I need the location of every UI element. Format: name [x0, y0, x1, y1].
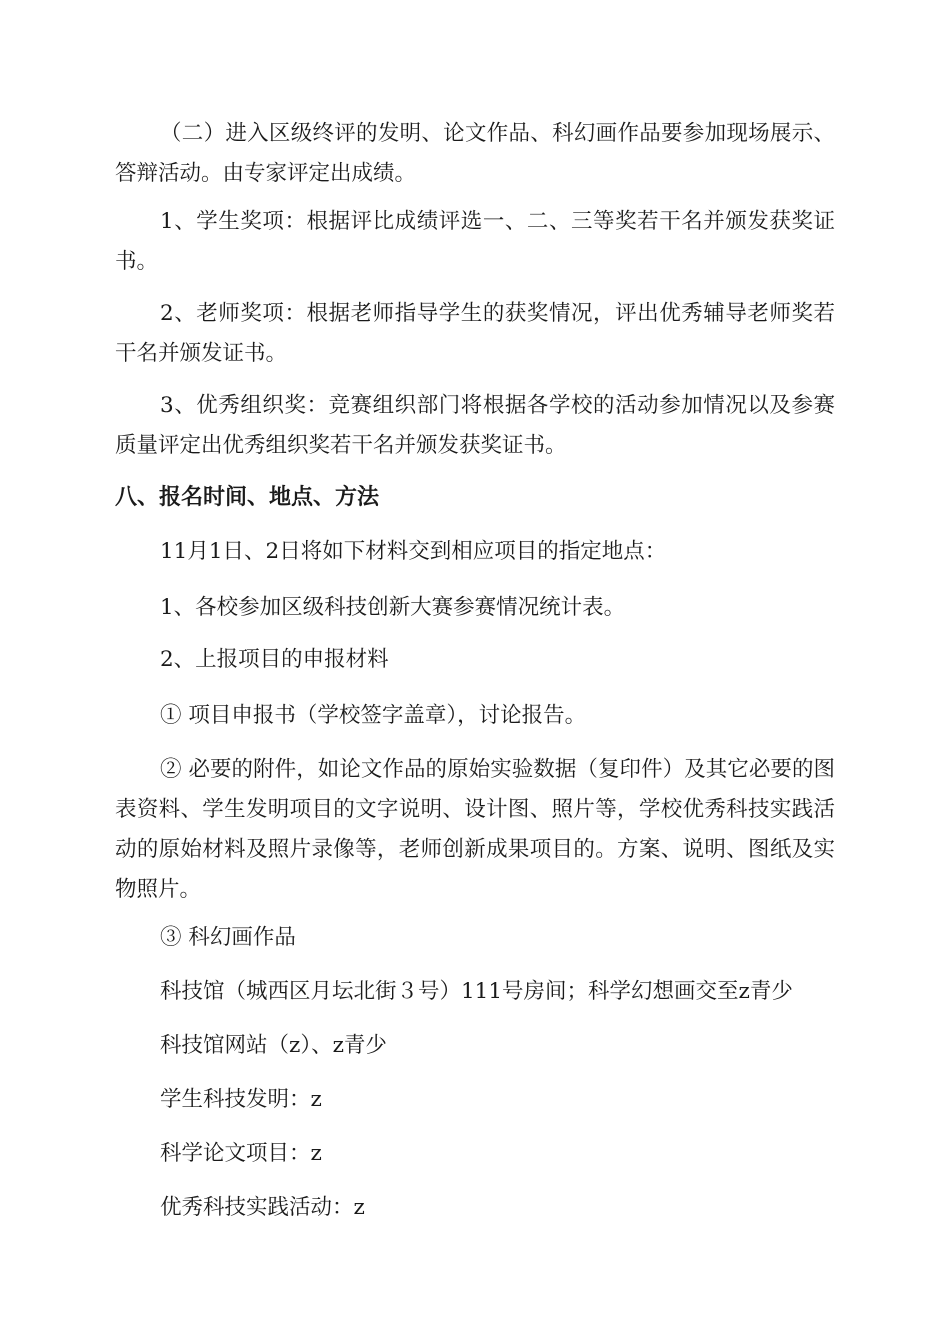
text-line-statistics-form: 1、各校参加区级科技创新大赛参赛情况统计表。 [160, 595, 626, 620]
text-line-application-form: ① 项目申报书（学校签字盖章），讨论报告。 [160, 703, 587, 728]
text-line-museum-address: 科技馆（城西区月坛北街３号）111号房间；科学幻想画交至z青少 [160, 979, 793, 1004]
text-line-science-paper: 科学论文项目：z [160, 1141, 322, 1166]
text-line-sci-fi-painting: ③ 科幻画作品 [160, 925, 296, 950]
text-line-practice-activity: 优秀科技实践活动：z [160, 1195, 365, 1220]
text-line-student-invention: 学生科技发明：z [160, 1087, 322, 1112]
section-heading-registration: 八、报名时间、地点、方法 [115, 485, 380, 510]
paragraph-teacher-award: 2、老师奖项：根据老师指导学生的获奖情况，评出优秀辅导老师奖若干名并颁发证书。 [115, 301, 835, 366]
text-line-application-materials: 2、上报项目的申报材料 [160, 647, 389, 672]
text-line-museum-website: 科技馆网站（z）、z青少 [160, 1033, 387, 1058]
paragraph-attachments: ② 必要的附件，如论文作品的原始实验数据（复印件）及其它必要的图表资料、学生发明项目的文字说明、设计图、照片等，学校优秀科技实践活动的原始材料及照片录像等，老师创新成果项目的。方案、说明、图纸及实物照片。 [115, 757, 835, 902]
paragraph-final-evaluation: （二）进入区级终评的发明、论文作品、科幻画作品要参加现场展示、答辩活动。由专家评定出成绩。 [115, 121, 835, 186]
paragraph-organization-award: 3、优秀组织奖：竞赛组织部门将根据各学校的活动参加情况以及参赛质量评定出优秀组织奖若干名并颁发获奖证书。 [115, 393, 835, 458]
text-line-dates: 11月1日、2日将如下材料交到相应项目的指定地点： [160, 539, 667, 564]
paragraph-student-award: 1、学生奖项：根据评比成绩评选一、二、三等奖若干名并颁发获奖证书。 [115, 209, 835, 274]
